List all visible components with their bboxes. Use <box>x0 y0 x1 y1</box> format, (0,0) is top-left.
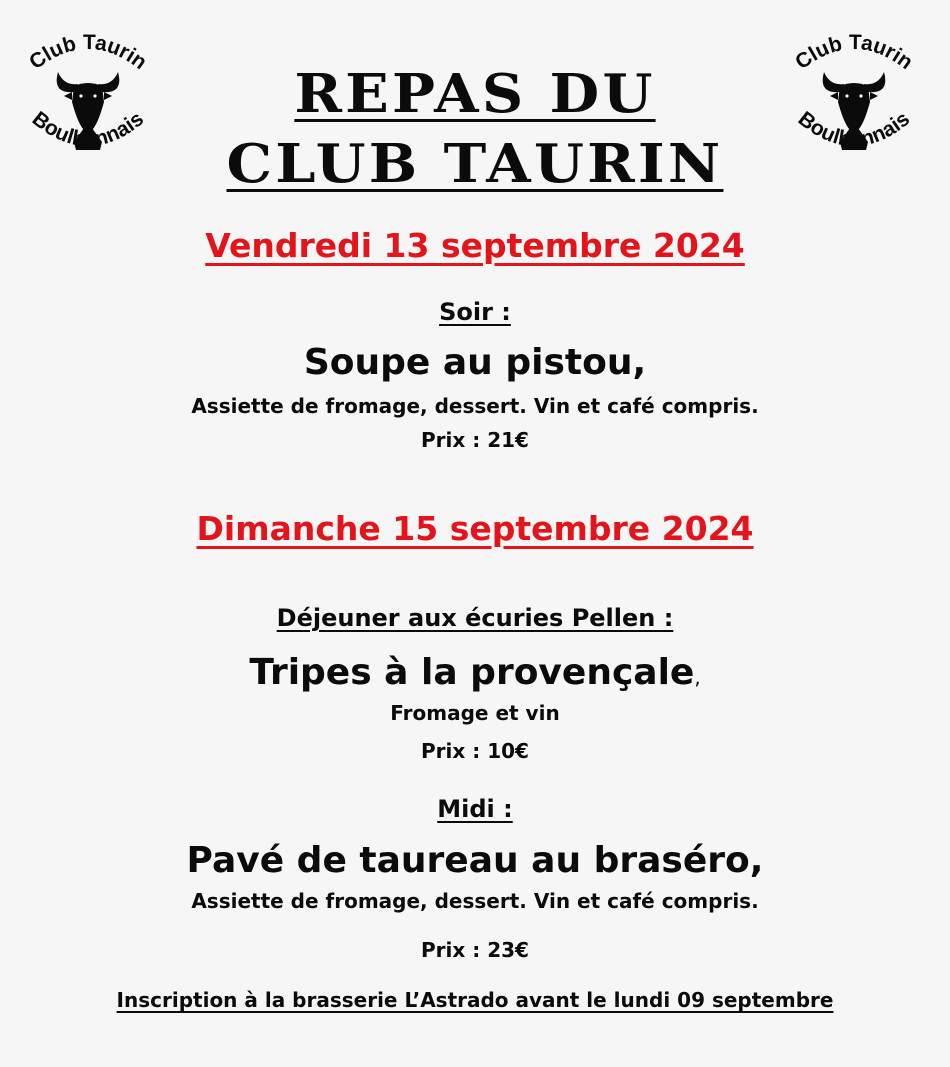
page-title-line-2: CLUB TAURIN <box>226 133 724 195</box>
friday-section-soir: Soir : <box>439 298 511 326</box>
sunday-lunch-price: Prix : 10€ <box>421 739 529 763</box>
friday-price: Prix : 21€ <box>421 428 529 452</box>
sunday-lunch-dish-line <box>0 652 950 693</box>
sunday-midi-details: Assiette de fromage, dessert. Vin et café compris. <box>191 889 759 913</box>
sunday-lunch-details: Fromage et vin <box>390 701 560 725</box>
logo-top-text: Club Taurin <box>791 30 917 75</box>
logo-top-text: Club Taurin <box>25 30 151 75</box>
registration-note: Inscription à la brasserie L’Astrado avant le lundi 09 septembre <box>116 988 834 1012</box>
sunday-lunch-section: Déjeuner aux écuries Pellen : <box>276 604 674 632</box>
sunday-midi-dish: Pavé de taureau au braséro, <box>186 840 764 881</box>
logo-bottom-text: Boulbonnais <box>27 107 149 152</box>
friday-details: Assiette de fromage, dessert. Vin et café compris. <box>191 394 759 418</box>
friday-date: Vendredi 13 septembre 2024 <box>205 226 745 265</box>
logo-bottom-text: Boulbonnais <box>793 107 915 152</box>
friday-dish: Soupe au pistou, <box>303 342 647 383</box>
sunday-lunch-dish: Tripes à la provençale <box>249 652 695 693</box>
sunday-midi-section: Midi : <box>437 795 513 823</box>
sunday-midi-price: Prix : 23€ <box>421 938 529 962</box>
sunday-date: Dimanche 15 septembre 2024 <box>196 509 754 548</box>
sunday-lunch-dish-comma: , <box>694 666 701 689</box>
page-title-line-1: REPAS DU <box>294 63 656 125</box>
